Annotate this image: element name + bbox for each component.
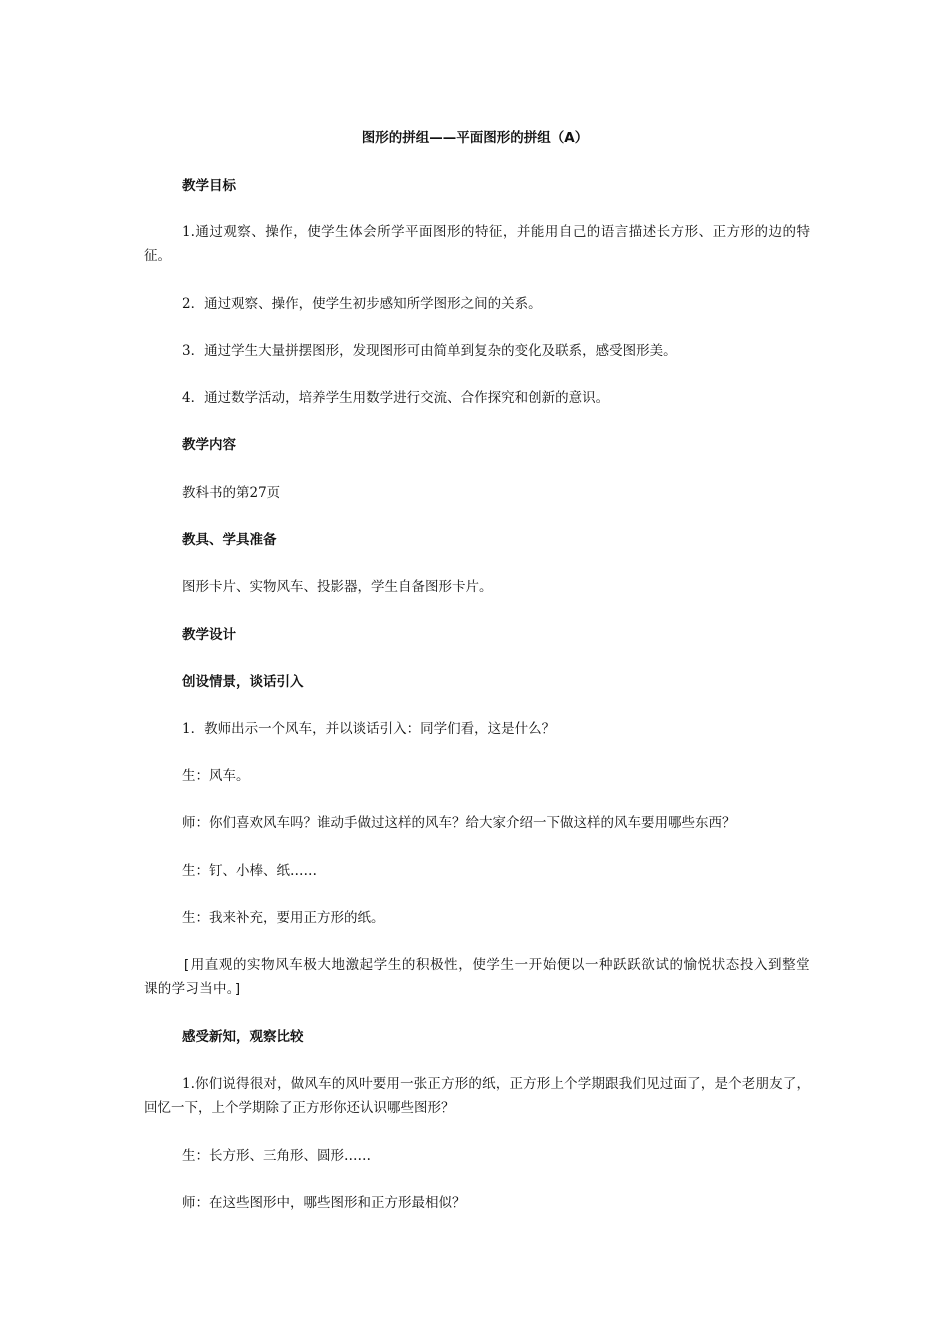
content-text: 教科书的第27页: [182, 485, 281, 501]
intro-paragraph-1: 1．教师出示一个风车，并以谈话引入：同学们看，这是什么？: [182, 721, 556, 737]
section-heading-tools: 教具、学具准备: [182, 532, 277, 548]
goal-item-3: 3．通过学生大量拼摆图形，发现图形可由简单到复杂的变化及联系，感受图形美。: [182, 343, 677, 359]
new-paragraph-1: 1.你们说得很对，做风车的风叶要用一张正方形的纸，正方形上个学期跟我们见过面了，是个老朋友了，回忆一下，上个学期除了正方形你还认识哪些图形？: [144, 1076, 810, 1116]
section-heading-intro: 创设情景，谈话引入: [182, 674, 304, 690]
section-heading-content: 教学内容: [182, 437, 236, 453]
goal-item-2: 2．通过观察、操作，使学生初步感知所学图形之间的关系。: [182, 296, 542, 312]
goal-item-4: 4．通过数学活动，培养学生用数学进行交流、合作探究和创新的意识。: [182, 390, 610, 406]
intro-paragraph-4: 生：钉、小棒、纸……: [182, 863, 317, 879]
section-heading-new: 感受新知，观察比较: [182, 1029, 304, 1045]
new-paragraph-3: 师：在这些图形中，哪些图形和正方形最相似？: [182, 1195, 466, 1211]
section-heading-goals: 教学目标: [182, 178, 236, 194]
goal-item-1: 1.通过观察、操作，使学生体会所学平面图形的特征，并能用自己的语言描述长方形、正方形的边的特征。: [144, 224, 810, 264]
tools-text: 图形卡片、实物风车、投影器，学生自备图形卡片。: [182, 579, 493, 595]
page-title: 图形的拼组——平面图形的拼组（A）: [361, 130, 589, 146]
intro-paragraph-2: 生：风车。: [182, 768, 250, 784]
intro-teaching-note: [用直观的实物风车极大地激起学生的积极性，使学生一开始便以一种跃跃欲试的愉悦状态投入到整堂课的学习当中。]: [144, 957, 810, 997]
intro-paragraph-3: 师：你们喜欢风车吗？谁动手做过这样的风车？给大家介绍一下做这样的风车要用哪些东西？: [182, 815, 736, 831]
intro-paragraph-5: 生：我来补充，要用正方形的纸。: [182, 910, 385, 926]
section-heading-design: 教学设计: [182, 627, 236, 643]
new-paragraph-2: 生：长方形、三角形、圆形……: [182, 1148, 371, 1164]
